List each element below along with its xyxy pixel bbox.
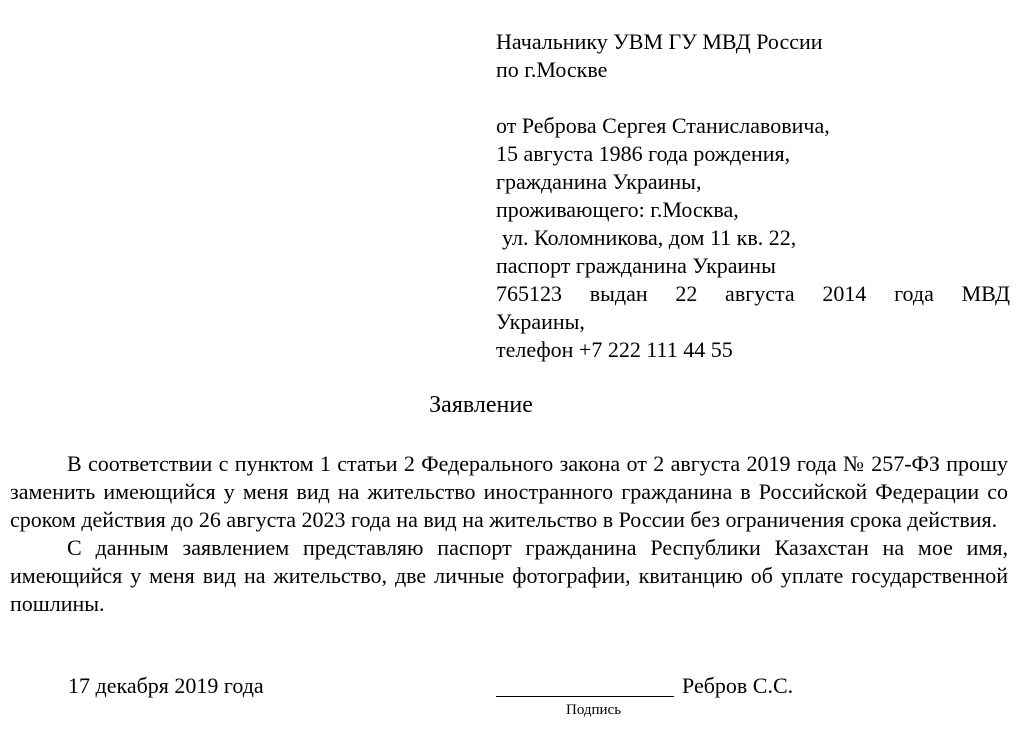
body-paragraph-attachments: С данным заявлением представляю паспорт гражданина Республики Казахстан на мое имя, имеющийся у меня вид на жительство, две личные фотографии, квитанцию об уплате государственной пошлины. (10, 535, 1008, 616)
signer-name: Ребров С.С. (682, 673, 794, 698)
birth-date-line: 15 августа 1986 года рождения, (496, 141, 791, 166)
addressee-city-line: по г.Москве (496, 57, 608, 82)
document-title: Заявление (429, 392, 533, 418)
residence-line: проживающего: г.Москва, (496, 197, 739, 222)
passport-line: паспорт гражданина Украины (496, 253, 776, 278)
body-paragraph-request: В соответствии с пунктом 1 статьи 2 Федерального закона от 2 августа 2019 года № 257-ФЗ прошу заменить имеющийся у меня вид на жительство иностранного гражданина в Российской Федерации со сроком действия до 26 августа 2023 года на вид на жительство в России без ограничения срока действия. (10, 451, 1008, 532)
spacer (496, 84, 1010, 112)
address-line: ул. Коломникова, дом 11 кв. 22, (502, 225, 797, 250)
phone-line: телефон +7 222 111 44 55 (496, 337, 733, 362)
signature-line (496, 696, 674, 697)
application-date: 17 декабря 2019 года (68, 673, 264, 698)
applicant-name-line: от Реброва Сергея Станиславовича, (496, 113, 830, 138)
addressee-block (496, 28, 1010, 364)
passport-issuer-line: Украины, (496, 309, 585, 334)
citizenship-line: гражданина Украины, (496, 169, 702, 194)
application-body (10, 450, 1008, 618)
passport-number-line: 765123 выдан 22 августа 2014 года МВД (496, 281, 1010, 306)
signature-caption: Подпись (566, 702, 622, 718)
addressee-line: Начальнику УВМ ГУ МВД России (496, 29, 823, 54)
